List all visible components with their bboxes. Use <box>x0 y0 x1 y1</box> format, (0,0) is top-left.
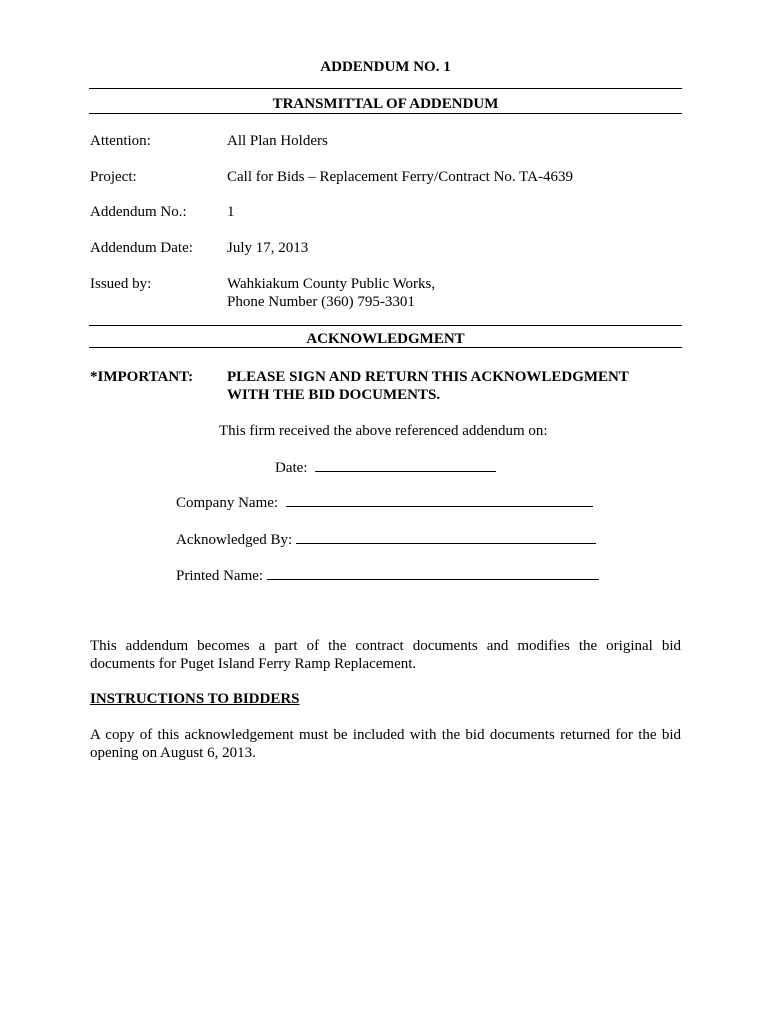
instructions-paragraph: A copy of this acknowledgement must be included with the bid documents returned for the bid opening on August 6, 2013. <box>90 727 681 761</box>
addendum-statement-paragraph: This addendum becomes a part of the contract documents and modifies the original bid documents for Puget Island Ferry Ramp Replacement. <box>90 638 681 672</box>
addendum-date-value: July 17, 2013 <box>227 240 309 256</box>
project-label: Project: <box>90 169 137 185</box>
date-row <box>275 457 496 477</box>
issued-by-label: Issued by: <box>90 276 152 292</box>
acknowledged-by-label: Acknowledged By: <box>176 532 293 548</box>
printed-name-line[interactable] <box>267 565 599 580</box>
project-value: Call for Bids – Replacement Ferry/Contract No. TA-4639 <box>227 169 573 185</box>
acknowledgment-top-divider <box>89 325 682 326</box>
instructions-heading: INSTRUCTIONS TO BIDDERS <box>90 691 300 707</box>
received-statement: This firm received the above referenced addendum on: <box>219 423 548 439</box>
important-line-1: PLEASE SIGN AND RETURN THIS ACKNOWLEDGMENT <box>227 369 629 385</box>
important-label: *IMPORTANT: <box>90 369 194 385</box>
transmittal-heading: TRANSMITTAL OF ADDENDUM <box>272 96 499 112</box>
title-divider <box>89 88 682 89</box>
document-title: ADDENDUM NO. 1 <box>320 59 451 75</box>
date-label: Date: <box>275 460 308 476</box>
company-name-line[interactable] <box>286 492 593 507</box>
acknowledgment-heading: ACKNOWLEDGMENT <box>306 331 465 347</box>
issued-by-phone: Phone Number (360) 795-3301 <box>227 294 415 310</box>
issued-by-value: Wahkiakum County Public Works, <box>227 276 436 292</box>
acknowledged-by-line[interactable] <box>296 529 596 544</box>
important-line-2: WITH THE BID DOCUMENTS. <box>227 387 441 403</box>
printed-name-label: Printed Name: <box>176 568 264 584</box>
addendum-date-label: Addendum Date: <box>90 240 193 256</box>
printed-name-row <box>176 565 599 585</box>
acknowledged-by-row <box>176 529 596 549</box>
addendum-no-label: Addendum No.: <box>90 204 187 220</box>
company-name-row <box>176 492 593 512</box>
company-name-label: Company Name: <box>176 495 279 511</box>
acknowledgment-bottom-divider <box>89 347 682 348</box>
attention-value: All Plan Holders <box>227 133 328 149</box>
addendum-no-value: 1 <box>227 204 235 220</box>
transmittal-divider <box>89 113 682 114</box>
attention-label: Attention: <box>90 133 151 149</box>
date-signature-line[interactable] <box>315 457 496 472</box>
